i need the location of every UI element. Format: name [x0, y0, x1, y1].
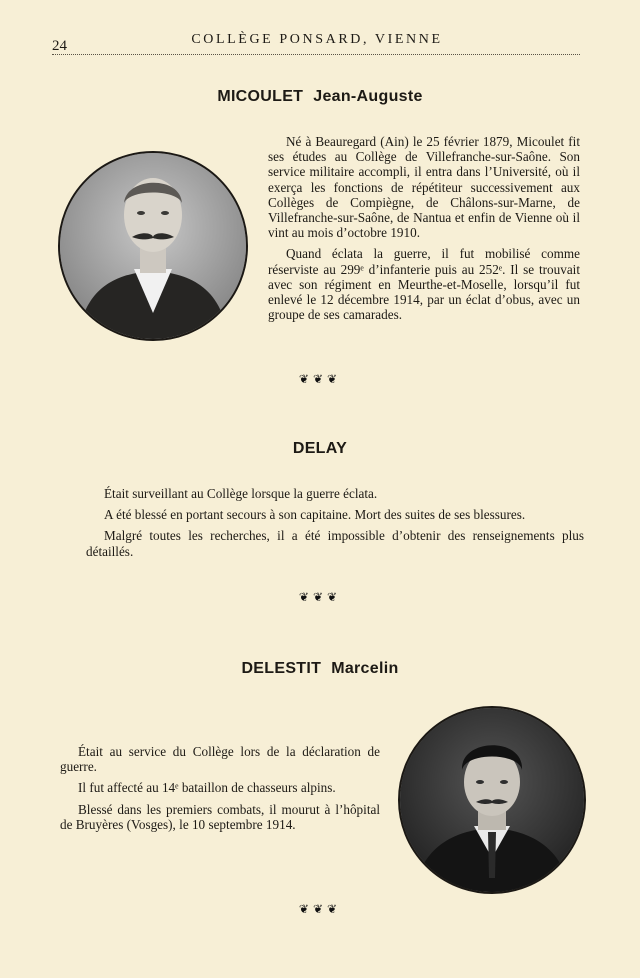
- entry-paragraph: Malgré toutes les recherches, il a été impossible d’obtenir des renseignements plus détaillés.: [86, 528, 584, 559]
- entry-text-delestit: [60, 744, 380, 838]
- entry-surname: DELESTIT: [241, 660, 322, 677]
- running-header: [52, 32, 580, 55]
- fleuron-ornament-icon: ❦❦❦: [298, 372, 342, 386]
- fleuron-ornament-icon: ❦❦❦: [298, 902, 342, 916]
- entry-paragraph: Était au service du Collège lors de la déclaration de guerre.: [60, 744, 380, 775]
- entry-heading-delestit: [0, 660, 640, 678]
- entry-text-delay: [86, 486, 584, 565]
- running-title: COLLÈGE PONSARD, VIENNE: [191, 32, 443, 47]
- entry-given-names: Jean-Auguste: [313, 88, 423, 105]
- page-number: 24: [52, 38, 67, 54]
- entry-paragraph: Né à Beauregard (Ain) le 25 février 1879, Micoulet fit ses études au Collège de Villefranche-sur-Saône. Son service militaire accompli, il entra dans l’Université, où il exerça les fonctions de répétiteur successivement aux Collèges de Compiègne, de Châlons-sur-Marne, de Villefranche-sur-Saône, de Nantua et enfin de Vienne où il vint au mois d’octobre 1910.: [268, 134, 580, 241]
- entry-text-micoulet: [268, 134, 580, 328]
- entry-heading-micoulet: [0, 88, 640, 106]
- entry-given-names: Marcelin: [331, 660, 399, 677]
- entry-paragraph: Quand éclata la guerre, il fut mobilisé comme réserviste au 299ᵉ d’infanterie puis au 252ᵉ. Il se trouvait avec son régiment en Meurthe-et-Moselle, lorsqu’il fut enlevé le 12 décembre 1914, par un éclat d’obus, avec un groupe de ses camarades.: [268, 246, 580, 323]
- entry-paragraph: A été blessé en portant secours à son capitaine. Mort des suites de ses blessures.: [104, 507, 526, 523]
- portrait-photo-icon: [58, 151, 248, 341]
- portrait-photo-icon: [398, 706, 586, 894]
- entry-surname: DELAY: [292, 440, 348, 457]
- fleuron-ornament-icon: ❦❦❦: [298, 590, 342, 604]
- entry-surname: MICOULET: [217, 88, 304, 105]
- entry-paragraph: Était surveillant au Collège lorsque la guerre éclata.: [104, 486, 378, 501]
- entry-heading-delay: [0, 440, 640, 458]
- entry-paragraph: Il fut affecté au 14ᵉ bataillon de chasseurs alpins.: [78, 780, 336, 796]
- entry-paragraph: Blessé dans les premiers combats, il mourut à l’hôpital de Bruyères (Vosges), le 10 septembre 1914.: [60, 801, 380, 832]
